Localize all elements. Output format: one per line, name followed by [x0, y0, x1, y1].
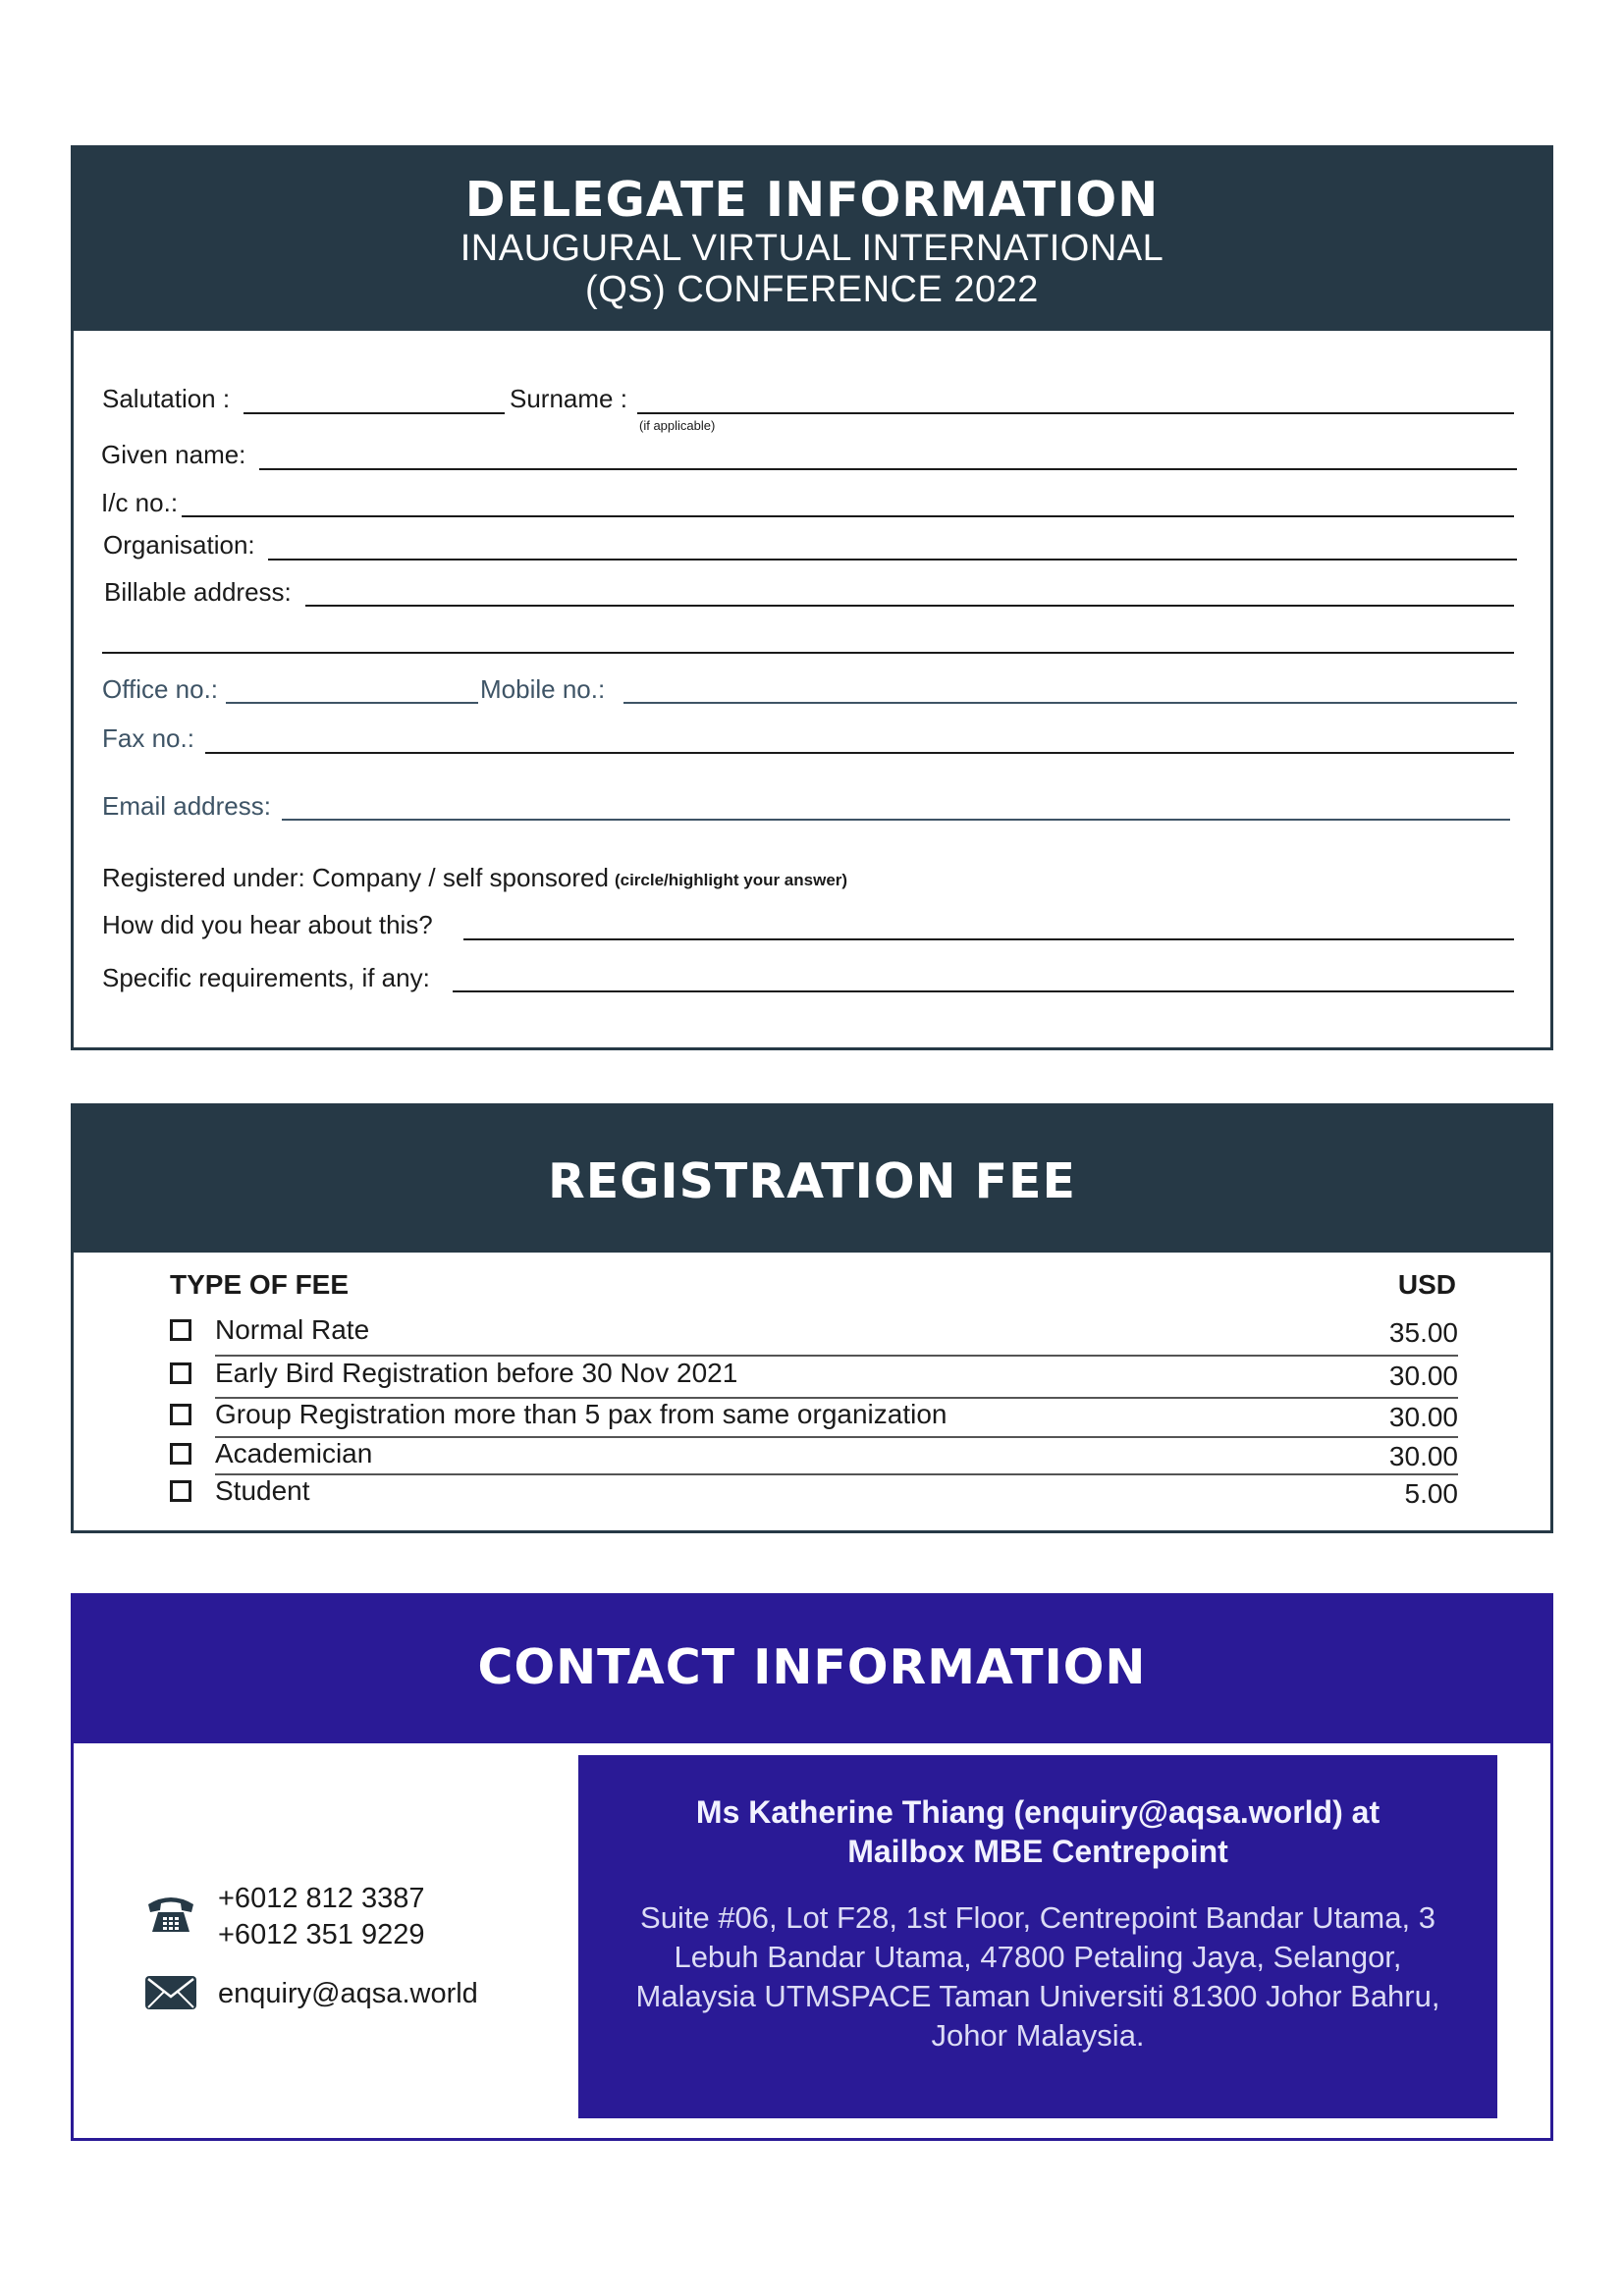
fee-checkbox-group-registration[interactable]	[170, 1404, 191, 1425]
given-name-field[interactable]	[259, 468, 1517, 470]
fee-checkbox-normal-rate[interactable]	[170, 1319, 191, 1341]
registration-title: REGISTRATION FEE	[547, 1153, 1076, 1209]
contact-email[interactable]: enquiry@aqsa.world	[218, 1978, 478, 2009]
fee-type-column-header: TYPE OF FEE	[170, 1269, 350, 1300]
fee-price: 30.00	[1388, 1441, 1458, 1471]
fee-row-divider	[215, 1436, 1458, 1438]
organisation-label: Organisation:	[103, 530, 255, 560]
envelope-icon	[144, 1973, 197, 2012]
email-address-label: Email address:	[102, 791, 271, 821]
contact-title: CONTACT INFORMATION	[477, 1639, 1147, 1695]
registered-under-label	[102, 863, 847, 893]
fee-row-divider	[215, 1355, 1458, 1357]
given-name-label: Given name:	[101, 440, 246, 469]
fee-price: 5.00	[1404, 1478, 1458, 1509]
fee-label: Student	[215, 1475, 310, 1506]
fee-row	[170, 1360, 1458, 1393]
salutation-field[interactable]	[244, 412, 505, 414]
fax-no-field[interactable]	[205, 752, 1514, 754]
fee-checkbox-academician[interactable]	[170, 1443, 191, 1465]
delegate-title: DELEGATE INFORMATION	[464, 172, 1160, 228]
fee-label: Academician	[215, 1438, 373, 1468]
contact-person-line2: Mailbox MBE Centrepoint	[847, 1834, 1228, 1869]
surname-label: Surname :	[510, 384, 627, 413]
salutation-label: Salutation :	[102, 384, 231, 413]
fee-price: 30.00	[1388, 1402, 1458, 1432]
fee-checkbox-early-bird[interactable]	[170, 1362, 191, 1384]
ic-no-field[interactable]	[182, 515, 1514, 517]
fee-row	[170, 1401, 1458, 1434]
registered-under-text: Registered under: Company / self sponsored	[102, 863, 609, 892]
billable-address-field-line2[interactable]	[102, 652, 1514, 654]
contact-phone-1[interactable]: +6012 812 3387	[218, 1883, 425, 1914]
fee-row	[170, 1316, 1458, 1350]
office-no-field[interactable]	[226, 702, 478, 704]
delegate-subtitle-line1: INAUGURAL VIRTUAL INTERNATIONAL	[460, 228, 1164, 269]
billable-address-label: Billable address:	[104, 577, 292, 607]
fax-no-label: Fax no.:	[102, 723, 194, 753]
fee-label: Group Registration more than 5 pax from same organization	[215, 1399, 947, 1429]
contact-postal-address: Suite #06, Lot F28, 1st Floor, Centrepoint Bandar Utama, 3 Lebuh Bandar Utama, 47800 Petaling Jaya, Selangor, Malaysia UTMSPACE Taman Universiti 81300 Johor Bahru, Johor Malaysia.	[635, 1900, 1440, 2053]
specific-requirements-field[interactable]	[453, 990, 1514, 992]
fee-label: Normal Rate	[215, 1314, 370, 1345]
contact-information-section	[71, 1593, 1553, 2141]
specific-requirements-label: Specific requirements, if any:	[102, 963, 430, 992]
delegate-information-section	[71, 145, 1553, 1050]
fee-row-divider	[215, 1473, 1458, 1475]
fee-row	[170, 1477, 1458, 1511]
contact-address-panel	[578, 1755, 1497, 2118]
fee-currency-column-header: USD	[1397, 1269, 1456, 1300]
how-did-you-hear-label: How did you hear about this?	[102, 910, 433, 939]
surname-field[interactable]	[637, 412, 1514, 414]
fee-label: Early Bird Registration before 30 Nov 2021	[215, 1358, 738, 1388]
ic-no-label: I/c no.:	[101, 488, 179, 517]
mobile-no-field[interactable]	[623, 702, 1517, 704]
telephone-icon	[144, 1891, 197, 1936]
contact-phone-2[interactable]: +6012 351 9229	[218, 1919, 425, 1950]
fee-price: 30.00	[1388, 1361, 1458, 1391]
billable-address-field[interactable]	[305, 605, 1514, 607]
fee-price: 35.00	[1388, 1317, 1458, 1348]
registered-under-note: (circle/highlight your answer)	[614, 871, 848, 889]
contact-person-line1: Ms Katherine Thiang (enquiry@aqsa.world) at	[695, 1794, 1380, 1830]
delegate-subtitle-line2: (QS) CONFERENCE 2022	[585, 269, 1039, 310]
how-did-you-hear-field[interactable]	[463, 938, 1514, 940]
email-address-field[interactable]	[282, 819, 1510, 821]
delegate-header	[74, 148, 1550, 331]
registration-header	[74, 1106, 1550, 1253]
organisation-field[interactable]	[268, 559, 1517, 561]
surname-note: (if applicable)	[639, 418, 716, 433]
mobile-no-label: Mobile no.:	[480, 674, 606, 704]
fee-checkbox-student[interactable]	[170, 1480, 191, 1502]
contact-header	[74, 1596, 1550, 1743]
office-no-label: Office no.:	[102, 674, 219, 704]
registration-fee-section	[71, 1103, 1553, 1533]
fee-row	[170, 1440, 1458, 1473]
